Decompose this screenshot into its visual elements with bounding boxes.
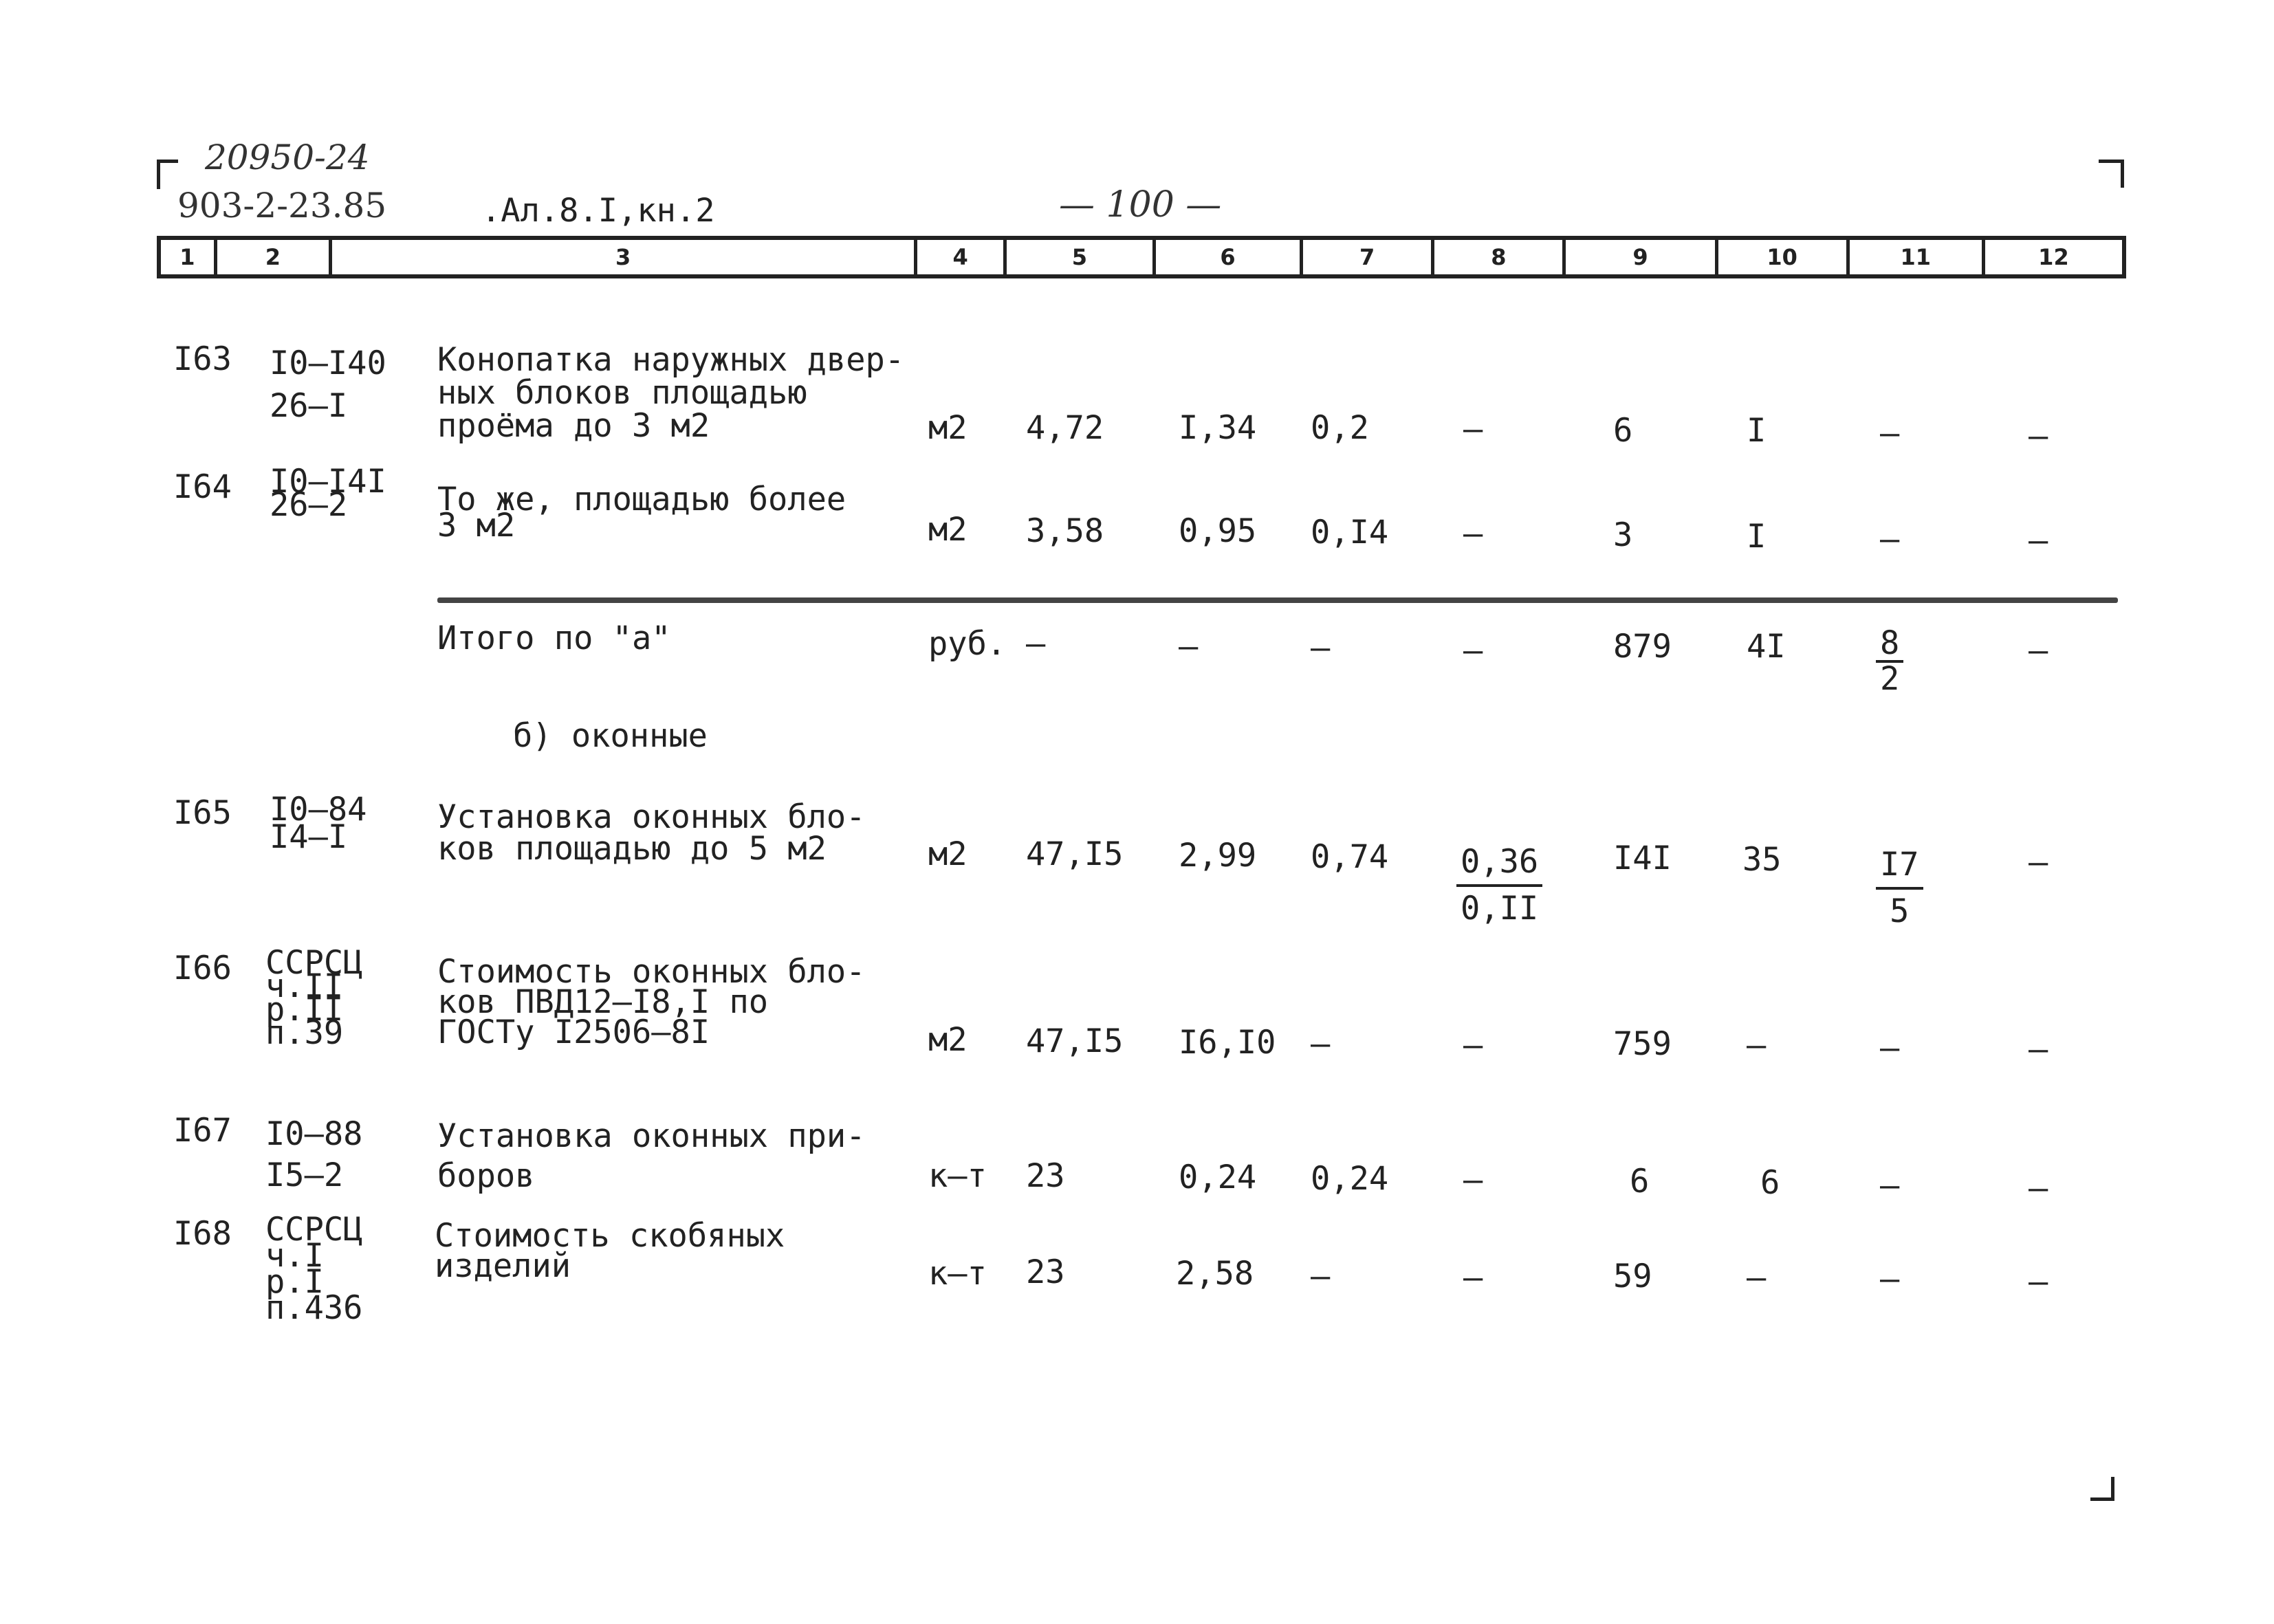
column-header: 1	[161, 240, 217, 274]
col-12: –	[2029, 1170, 2048, 1207]
col-11-fraction	[1876, 843, 1923, 934]
project-code: 903-2-23.85	[177, 186, 387, 226]
row-number: I66	[173, 950, 232, 987]
col-6: 2,58	[1176, 1255, 1254, 1293]
unit: руб.	[928, 625, 1007, 663]
column-header: 9	[1566, 240, 1718, 274]
col-9: I4I	[1613, 840, 1672, 877]
col-5: –	[1026, 625, 1046, 663]
unit: к–т	[928, 1255, 987, 1293]
row-number: I67	[173, 1112, 232, 1150]
col-12: –	[2029, 522, 2048, 560]
col-7: –	[1311, 1258, 1331, 1295]
column-header: 7	[1303, 240, 1434, 274]
col-5: 23	[1026, 1157, 1065, 1195]
col-9: 59	[1613, 1258, 1652, 1295]
col-7: 0,24	[1311, 1160, 1389, 1198]
fraction-numerator: I7	[1876, 843, 1923, 890]
col-12: –	[2029, 1263, 2048, 1301]
col-11: –	[1880, 1260, 1900, 1298]
unit: м2	[928, 835, 967, 873]
row-number: I68	[173, 1215, 232, 1253]
col-8-fraction	[1456, 840, 1542, 931]
col-10: I	[1747, 412, 1767, 450]
col-10: –	[1747, 1027, 1767, 1064]
estimate-code: I0–88 I5–2	[265, 1115, 363, 1194]
col-8: –	[1463, 1259, 1483, 1297]
col-8: –	[1463, 1161, 1483, 1199]
col-8: –	[1463, 632, 1483, 670]
col-9: 6	[1630, 1163, 1650, 1200]
col-6: –	[1179, 628, 1199, 666]
handwritten-number: 20950-24	[205, 138, 370, 177]
row-number: I65	[173, 794, 232, 832]
fraction-denominator: 5	[1890, 892, 1910, 930]
column-header: 3	[332, 240, 917, 274]
col-9: 6	[1613, 412, 1633, 450]
fraction-denominator: 0,II	[1461, 890, 1539, 928]
column-header: 5	[1007, 240, 1156, 274]
col-6: I,34	[1179, 409, 1257, 447]
col-12: –	[2029, 1031, 2048, 1068]
col-12: –	[2029, 844, 2048, 881]
row-number: I63	[173, 340, 232, 378]
work-name: Конопатка наружных двер- ных блоков площадью проёма до 3 м2	[437, 341, 905, 445]
fraction-denominator: 2	[1880, 660, 1900, 698]
column-header: 11	[1850, 240, 1985, 274]
col-9: 3	[1613, 516, 1633, 554]
col-8: –	[1463, 410, 1483, 448]
album-reference: .Ал.8.I,кн.2	[481, 192, 715, 230]
unit: к–т	[928, 1157, 987, 1195]
col-9: 759	[1613, 1025, 1672, 1063]
col-5: 3,58	[1026, 512, 1104, 550]
column-header: 12	[2038, 244, 2069, 270]
total-label: Итого по "а"	[437, 619, 671, 657]
col-10: 6	[1760, 1164, 1780, 1202]
corner-mark-top-left	[157, 160, 178, 189]
col-5: 23	[1026, 1253, 1065, 1291]
unit: м2	[928, 409, 967, 447]
corner-mark-top-right	[2099, 160, 2124, 188]
col-6: 2,99	[1179, 837, 1257, 875]
col-7: 0,2	[1311, 409, 1369, 447]
column-header: 10	[1718, 240, 1850, 274]
col-11: –	[1880, 415, 1900, 452]
col-5: 47,I5	[1026, 835, 1124, 873]
col-10: 35	[1742, 841, 1782, 879]
col-7: –	[1311, 629, 1331, 667]
col-11: –	[1880, 1029, 1900, 1067]
col-10: –	[1747, 1259, 1767, 1297]
col-12: –	[2029, 632, 2048, 670]
estimate-code: ССРСЦ ч.II р.II п.39	[265, 944, 363, 1052]
work-name: Установка оконных бло- ков площадью до 5 м2	[437, 798, 866, 868]
col-7: 0,I4	[1311, 514, 1389, 551]
col-9: 879	[1613, 628, 1672, 666]
col-6: I6,I0	[1179, 1024, 1276, 1062]
corner-mark-bottom-right	[2090, 1477, 2114, 1501]
col-8: –	[1463, 515, 1483, 553]
col-11-fraction	[1876, 624, 1903, 698]
col-6: 0,95	[1179, 512, 1257, 550]
col-12: –	[2029, 417, 2048, 455]
col-7: 0,74	[1311, 838, 1389, 876]
total-separator-line	[437, 597, 2118, 603]
fraction-numerator: 0,36	[1456, 840, 1542, 887]
col-7: –	[1311, 1025, 1331, 1063]
column-header-row	[157, 236, 2126, 278]
estimate-code: ССРСЦ ч.I р.I п.436	[265, 1211, 363, 1327]
column-header: 8	[1434, 240, 1566, 274]
col-11: –	[1880, 520, 1900, 558]
estimate-code: I0–I40 26–I	[270, 344, 386, 425]
unit: м2	[928, 511, 967, 549]
row-number: I64	[173, 468, 232, 506]
estimate-code: I0–84 I4–I	[270, 791, 367, 856]
col-5: 4,72	[1026, 409, 1104, 447]
work-name: Стоимость оконных бло- ков ПВД12–I8,I по ГОСТу I2506–8I	[437, 953, 866, 1051]
col-10: I	[1747, 518, 1767, 556]
work-name: Стоимость скобяных изделий	[435, 1217, 785, 1285]
column-header: 4	[917, 240, 1006, 274]
col-5: 47,I5	[1026, 1022, 1124, 1060]
col-11: –	[1880, 1167, 1900, 1205]
page-number: — 100 —	[1059, 184, 1222, 226]
estimate-code: I0–I4I 26–2	[270, 463, 386, 524]
unit: м2	[928, 1021, 967, 1059]
col-10: 4I	[1747, 628, 1786, 666]
work-name: То же, площадью более 3 м2	[437, 481, 846, 545]
section-heading: б) оконные	[513, 717, 708, 755]
work-name: Установка оконных при- боров	[437, 1117, 866, 1195]
column-header: 6	[1156, 240, 1303, 274]
col-6: 0,24	[1179, 1159, 1257, 1196]
col-8: –	[1463, 1027, 1483, 1064]
column-header: 2	[217, 240, 332, 274]
fraction-numerator: 8	[1876, 627, 1903, 663]
